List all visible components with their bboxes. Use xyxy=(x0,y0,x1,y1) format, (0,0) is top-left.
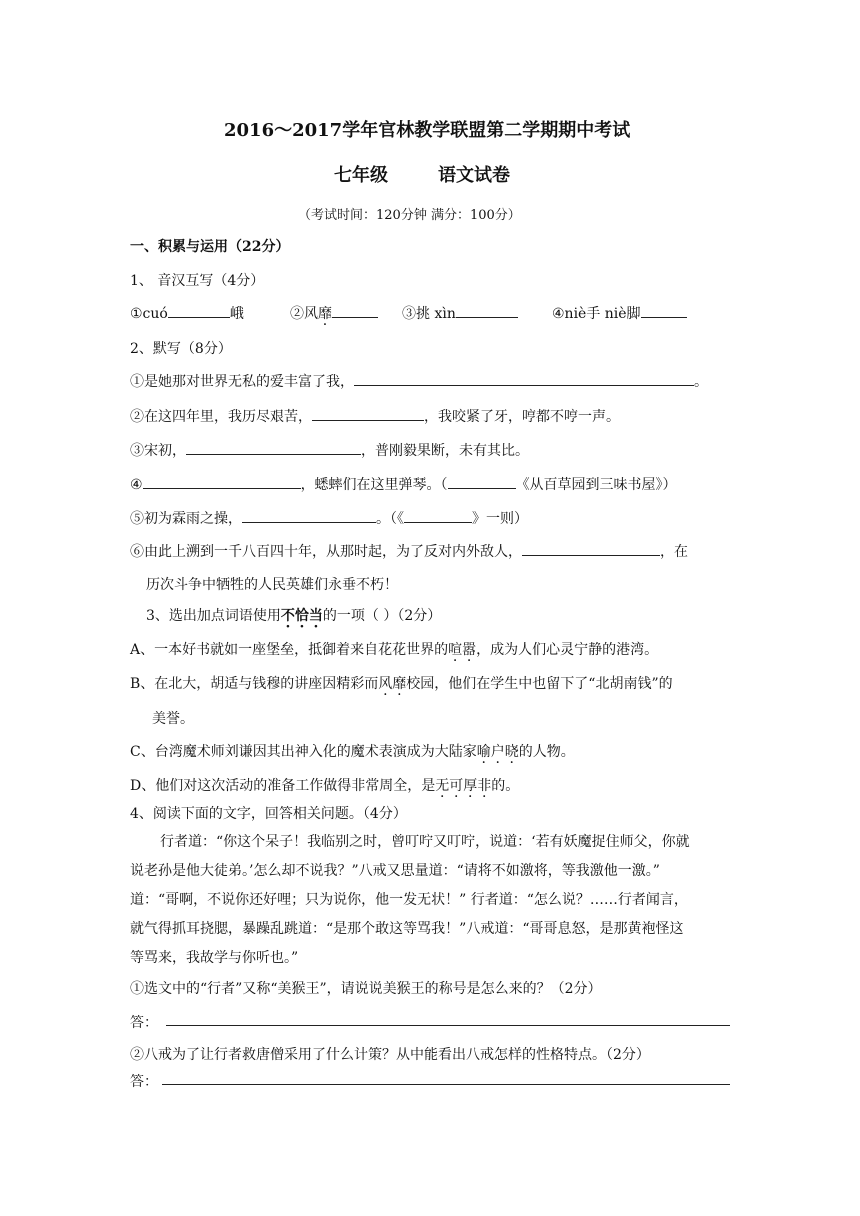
emphasis-char: 恰 xyxy=(294,608,309,624)
answer-blank[interactable] xyxy=(522,541,660,556)
q3-option-b-cont: 美誉。 xyxy=(152,711,194,727)
q2-l5-post: 》一则） xyxy=(472,511,528,527)
answer-line-1[interactable] xyxy=(166,1025,730,1026)
q1-a-pre: ①cuó xyxy=(130,306,168,322)
emphasis-char: 靡 xyxy=(318,306,332,322)
q3-a-dotted xyxy=(448,642,476,658)
q3-option-b xyxy=(130,673,673,693)
emphasis-char: 喻 xyxy=(476,744,491,760)
q3-option-c xyxy=(130,741,575,761)
q2-l4-pre: ④ xyxy=(130,477,143,493)
q2-line-1 xyxy=(130,371,708,391)
q3-c-pre: C、台湾魔术师刘谦因其出神入化的魔术表演成为大陆家 xyxy=(130,744,477,760)
emphasis-char: 靡 xyxy=(392,676,407,692)
q2-line-2 xyxy=(130,406,620,426)
q2-l3-pre: ③宋初， xyxy=(130,443,186,459)
q2-l6-pre: ⑥由此上溯到一千八百四十年，从那时起，为了反对内外敌人， xyxy=(130,544,522,560)
q3-d-dotted xyxy=(435,778,491,794)
q4-label: 4、阅读下面的文字，回答相关问题。（4分） xyxy=(130,806,407,822)
q3-d-post: 的。 xyxy=(491,778,520,794)
q2-l2-post: ，我咬紧了牙，哼都不哼一声。 xyxy=(424,409,620,425)
q1-b-dotted xyxy=(318,306,332,322)
q4-passage-line-2: 说老孙是他大徒弟。’怎么却不说我？”八戒又思量道：“请将不如激将，等我激他一激。” xyxy=(130,863,660,879)
q2-l2-pre: ②在这四年里，我历尽艰苦， xyxy=(130,409,312,425)
q4-sub-question-1: ①选文中的“行者”又称“美猴王”，请说说美猴王的称号是怎么来的？（2分） xyxy=(130,981,602,997)
q4-passage-line-3: 道：“哥啊，不说你还好哩；只为说你，他一发无状！” 行者道：“怎么说？……行者闻言， xyxy=(130,892,688,908)
emphasis-char: 户 xyxy=(490,744,505,760)
answer-line-2[interactable] xyxy=(162,1084,730,1085)
answer-blank[interactable] xyxy=(404,508,472,523)
emphasis-char: 可 xyxy=(449,778,464,794)
q1-label: 1、 音汉互写（4分） xyxy=(130,273,265,289)
exam-info: （考试时间：120分钟 满分：100分） xyxy=(298,208,521,223)
q3-stem-pre: 3、选出加点词语使用 xyxy=(146,608,281,624)
q4-passage-line-5: 等骂来，我故学与你听也。” xyxy=(130,950,299,966)
q2-l4-post: 《从百草园到三味书屋》） xyxy=(515,477,677,493)
q3-stem xyxy=(146,605,441,625)
answer-label-2: 答： xyxy=(130,1074,158,1090)
q1-item-d xyxy=(552,303,687,323)
q1-item-c xyxy=(402,303,518,323)
answer-blank[interactable] xyxy=(448,474,516,489)
q3-option-d xyxy=(130,775,519,795)
emphasis-char: 非 xyxy=(477,778,492,794)
q3-stem-post: 的一项（ ）（2分） xyxy=(322,608,442,624)
emphasis-char: 晓 xyxy=(504,744,519,760)
subject-label: 语文试卷 xyxy=(438,165,510,186)
answer-blank[interactable] xyxy=(242,508,376,523)
q2-line-6 xyxy=(130,541,688,561)
q4-sub-question-2: ②八戒为了让行者救唐僧采用了什么计策？从中能看出八戒怎样的性格特点。（2分） xyxy=(130,1047,650,1063)
q2-l3-post: ，普刚毅果断，未有其比。 xyxy=(361,443,529,459)
emphasis-char: 喧 xyxy=(448,642,463,658)
grade-label: 七年级 xyxy=(334,165,388,186)
emphasis-char: 无 xyxy=(435,778,450,794)
answer-blank[interactable] xyxy=(186,440,361,455)
q1-c-pre: ③挑 xìn xyxy=(402,306,456,322)
q3-a-post: ，成为人们心灵宁静的港湾。 xyxy=(476,642,659,658)
q2-l5-pre: ⑤初为霖雨之操， xyxy=(130,511,242,527)
emphasis-char: 不 xyxy=(280,608,295,624)
answer-blank[interactable] xyxy=(312,406,424,421)
answer-blank[interactable] xyxy=(168,303,230,318)
q3-stem-emphasis xyxy=(281,608,323,624)
answer-label-1: 答： xyxy=(130,1015,158,1031)
q3-b-pre: B、在北大，胡适与钱穆的讲座因精彩而 xyxy=(130,676,379,692)
q2-l4-mid: ，蟋蟀们在这里弹琴。（ xyxy=(300,477,448,493)
q2-label: 2、默写（8分） xyxy=(130,341,232,357)
emphasis-char: 厚 xyxy=(463,778,478,794)
q1-item-b xyxy=(290,303,378,323)
exam-title: 2016～2017学年官林教学联盟第二学期期中考试 xyxy=(224,120,631,141)
q1-b-pre: ②风 xyxy=(290,306,318,322)
q4-passage-line-4: 就气得抓耳挠腮，暴躁乱跳道：“是那个敢这等骂我！”八戒道：“哥哥息怒，是那黄袍怪这 xyxy=(130,921,684,937)
q2-line-4 xyxy=(130,474,677,494)
q2-l6-post: ，在 xyxy=(660,544,688,560)
q3-c-post: 的人物。 xyxy=(518,744,575,760)
q3-c-dotted xyxy=(477,744,519,760)
q2-l1-post: 。 xyxy=(694,374,708,390)
q3-b-dotted xyxy=(378,676,406,692)
q1-d-pre: ④niè手 niè脚 xyxy=(552,306,641,322)
q4-passage-line-1: 行者道：“你这个呆子！我临别之时，曾叮咛又叮咛，说道：‘若有妖魔捉住师父，你就 xyxy=(160,834,690,850)
answer-blank[interactable] xyxy=(456,303,518,318)
q2-line-3 xyxy=(130,440,529,460)
q1-item-a xyxy=(130,303,244,323)
answer-blank[interactable] xyxy=(332,303,378,318)
emphasis-char: 风 xyxy=(378,676,393,692)
q3-b-post: 校园，他们在学生中也留下了“北胡南钱”的 xyxy=(406,676,673,692)
q2-l5-mid: 。（《 xyxy=(376,511,404,527)
q1-a-post: 峨 xyxy=(229,306,244,322)
q3-a-pre: A、一本好书就如一座堡垒，抵御着来自花花世界的 xyxy=(130,642,449,658)
answer-blank[interactable] xyxy=(641,303,687,318)
answer-blank[interactable] xyxy=(354,371,694,386)
section-heading: 一、积累与运用（22分） xyxy=(130,239,290,255)
emphasis-char: 当 xyxy=(308,608,323,624)
answer-blank[interactable] xyxy=(143,474,301,489)
q2-line-5 xyxy=(130,508,528,528)
q3-d-pre: D、他们对这次活动的准备工作做得非常周全，是 xyxy=(130,778,436,794)
q3-option-a xyxy=(130,639,658,659)
emphasis-char: 嚣 xyxy=(462,642,477,658)
q2-l1-pre: ①是她那对世界无私的爱丰富了我， xyxy=(130,374,354,390)
q2-line-6-cont: 历次斗争中牺牲的人民英雄们永垂不朽！ xyxy=(146,577,398,593)
